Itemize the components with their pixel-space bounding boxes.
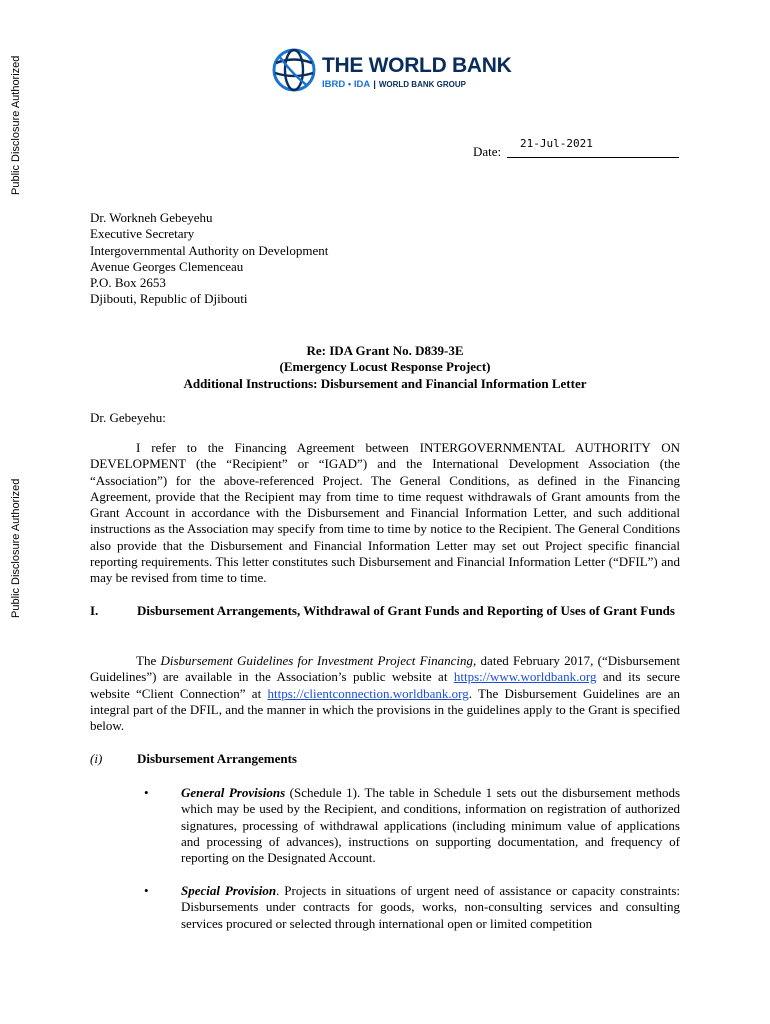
globe-icon bbox=[270, 46, 318, 94]
logo-ida: IBRD • IDA bbox=[322, 79, 371, 90]
client-connection-link[interactable]: https://clientconnection.worldbank.org bbox=[267, 685, 469, 701]
bullet-lead: Special Provision bbox=[181, 883, 277, 898]
guidelines-text: . The Disbursement Guidelines are an integral part of the DFIL, and the manner in which the provisions in the guidelines apply to the Grant is specified below. bbox=[90, 685, 680, 734]
bullet-text: (Schedule 1). The table in Schedule 1 sets out the disbursement methods which may be used by the Recipient, and conditions, information on registration of authorized signatures, processing of withdrawal applications (including minimum value of applications and processing of advances), instructions on supporting documentation, and frequency of reporting on the Designated Account. bbox=[181, 785, 681, 866]
date-label: Date: bbox=[473, 144, 502, 159]
worldbank-link[interactable]: https://www.worldbank.org bbox=[453, 669, 597, 685]
disclosure-stamp-middle: Public Disclosure Authorized bbox=[10, 478, 22, 618]
bullet-icon: • bbox=[144, 785, 149, 800]
bullet-text: . Projects in situations of urgent need of assistance or capacity constraints: Disbursements under contracts for goods, works, non-consulting services and consulting services procured or selected through international open or limited competition bbox=[181, 883, 680, 931]
guidelines-paragraph bbox=[90, 653, 680, 734]
address-line: Djibouti, Republic of Djibouti bbox=[90, 291, 248, 307]
logo-separator: | bbox=[373, 79, 376, 90]
recipient-address bbox=[90, 210, 328, 308]
address-line: Dr. Workneh Gebeyehu bbox=[90, 210, 213, 225]
address-line: Intergovernmental Authority on Development bbox=[90, 242, 329, 258]
bullet-paragraph bbox=[181, 883, 680, 932]
guidelines-title: Disbursement Guidelines for Investment Project Financing, bbox=[160, 653, 477, 668]
date-row bbox=[473, 137, 683, 160]
salutation: Dr. Gebeyehu: bbox=[90, 410, 166, 425]
logo-group: WORLD BANK GROUP bbox=[378, 80, 466, 89]
date-value: 21-Jul-2021 bbox=[520, 137, 593, 150]
subject-line: Re: IDA Grant No. D839-3E bbox=[306, 343, 464, 358]
subsection-title: Disbursement Arrangements bbox=[137, 751, 297, 766]
date-underline bbox=[507, 157, 679, 158]
guidelines-text: dated February 2017, (“Disbursement Guidelines”) are available in the Association’s public website at bbox=[90, 653, 680, 685]
subject-line: (Emergency Locust Response Project) bbox=[279, 359, 491, 375]
intro-paragraph: I refer to the Financing Agreement between INTERGOVERNMENTAL AUTHORITY ON DEVELOPMENT (the “Recipient” or “IGAD”) and the International Development Association (the “Association”) for the above-referenced Project. The General Conditions, as defined in the Financing Agreement, provide that the Recipient may from time to time request withdrawals of Grant amounts from the Grant Account in accordance with the Disbursement and Financial Information Letter, and such additional instructions as the Association may specify from time to time by notice to the Recipient. The General Conditions also provide that the Disbursement and Financial Information Letter may set out Project specific financial reporting requirements. This letter constitutes such Disbursement and Financial Information Letter (“DFIL”) and may be revised from time to time. bbox=[90, 440, 680, 586]
address-line: Executive Secretary bbox=[90, 226, 195, 242]
guidelines-text: and its secure website “Client Connection” at bbox=[90, 669, 680, 701]
subject-block bbox=[90, 343, 680, 392]
guidelines-text: The bbox=[136, 653, 161, 668]
disclosure-stamp-top: Public Disclosure Authorized bbox=[10, 55, 22, 195]
logo-title: THE WORLD BANK bbox=[322, 54, 512, 77]
logo-subtitle bbox=[322, 79, 466, 90]
address-line: Avenue Georges Clemenceau bbox=[90, 258, 244, 274]
world-bank-logo bbox=[270, 46, 510, 96]
bullet-icon: • bbox=[144, 883, 149, 898]
address-line: P.O. Box 2653 bbox=[90, 275, 166, 291]
bullet-paragraph bbox=[181, 785, 680, 866]
subsection-number: (i) bbox=[90, 751, 103, 766]
subject-line: Additional Instructions: Disbursement and Financial Information Letter bbox=[183, 375, 587, 391]
section-number: I. bbox=[90, 603, 99, 618]
bullet-lead: General Provisions bbox=[181, 785, 286, 800]
section-title: Disbursement Arrangements, Withdrawal of Grant Funds and Reporting of Uses of Grant Funds bbox=[137, 603, 675, 618]
